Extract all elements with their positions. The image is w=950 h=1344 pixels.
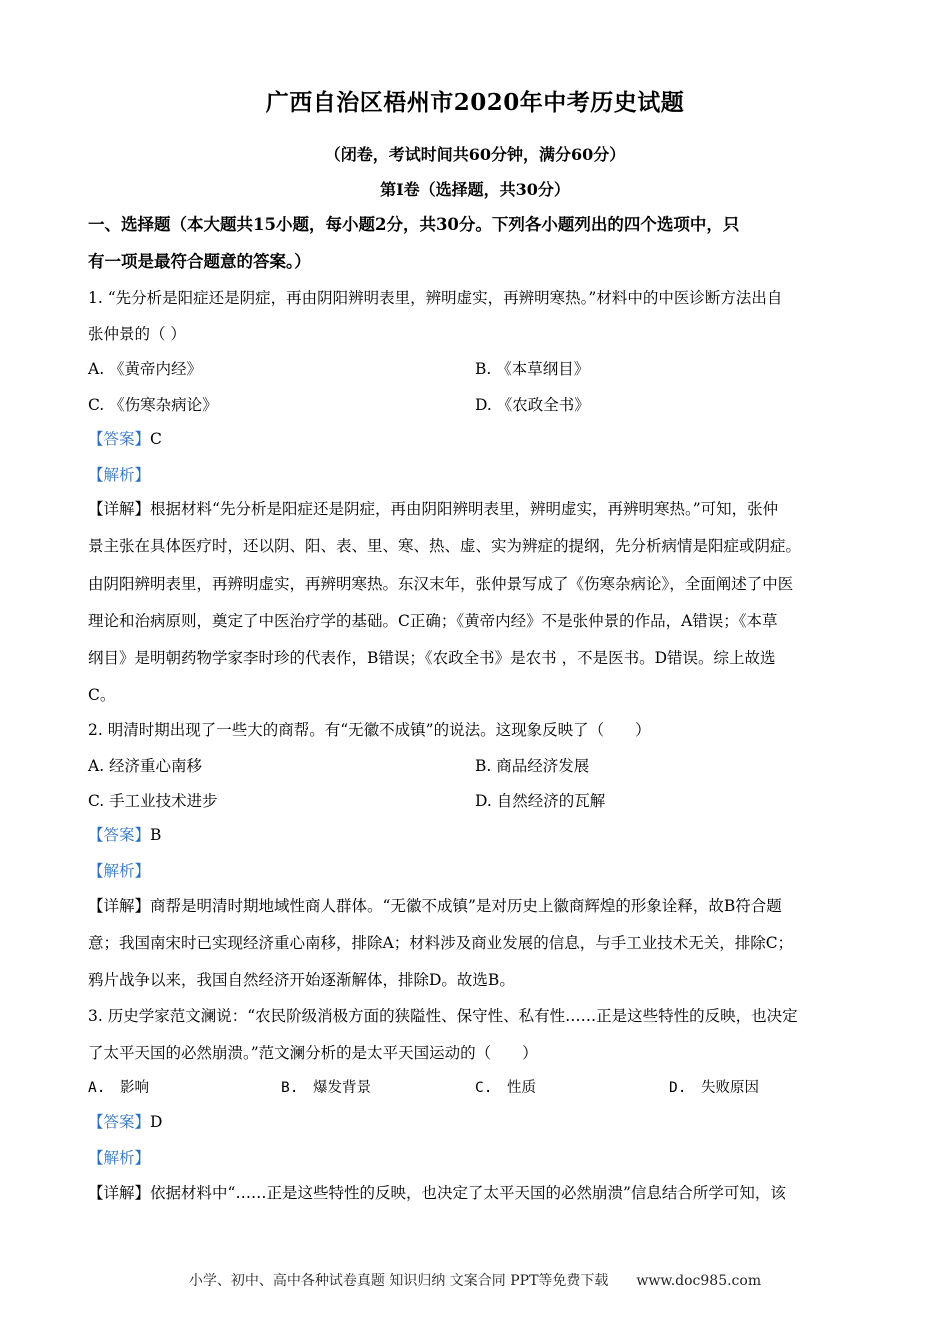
q2-option-b: B. 商品经济发展: [475, 757, 590, 775]
page-footer: 小学、初中、高中各种试卷真题 知识归纳 文案合同 PPT等免费下载 www.doc985.com: [188, 1273, 762, 1289]
q2-detail-line1: [88, 894, 863, 916]
q3-answer: [88, 1110, 863, 1132]
q3-detail-line1: [88, 1181, 863, 1203]
q1-detail-line1: [88, 497, 863, 519]
detail-label: 【详解】: [88, 500, 151, 518]
q2-detail-text1: 商帮是明清时期地域性商人群体。“无徽不成镇”是对历史上徽商辉煌的形象诠释，故B符合题: [150, 897, 782, 915]
q1-answer: [88, 427, 863, 449]
q2-option-a: A. 经济重心南移: [88, 757, 203, 775]
exam-info: （闭卷，考试时间共60分钟，满分60分）: [324, 145, 626, 164]
q2-analysis-label: 【解析】: [88, 862, 151, 880]
q2-answer: [88, 823, 863, 845]
q3-option-a: A. 影响: [88, 1080, 149, 1096]
q3-answer-value: D: [150, 1113, 163, 1131]
page-title: 广西自治区梧州市2020年中考历史试题: [265, 89, 685, 116]
answer-label: 【答案】: [88, 826, 151, 844]
q1-answer-value: C: [150, 430, 162, 448]
q3-analysis-label: 【解析】: [88, 1149, 151, 1167]
q1-detail-text1: 根据材料“先分析是阳症还是阴症，再由阴阳辨明表里，辨明虚实，再辨明寒热。”可知，张仲: [150, 500, 779, 518]
q1-option-c: C. 《伤寒杂病论》: [88, 396, 218, 414]
q1-stem-line2: 张仲景的（ ）: [88, 325, 186, 343]
answer-label: 【答案】: [88, 430, 151, 448]
q3-option-b: B. 爆发背景: [281, 1080, 371, 1096]
q2-detail-line3: 鸦片战争以来，我国自然经济开始逐渐解体，排除D。故选B。: [88, 971, 515, 989]
detail-label: 【详解】: [88, 897, 151, 915]
q1-detail-line5: 纲目》是明朝药物学家李时珍的代表作，B错误；《农政全书》是农书 ，不是医书。D错误。综上故选: [88, 649, 776, 667]
section-heading-line2: 有一项是最符合题意的答案。）: [88, 252, 311, 271]
q2-option-c: C. 手工业技术进步: [88, 792, 218, 810]
q1-detail-line4: 理论和治病原则，奠定了中医治疗学的基础。C正确；《黄帝内经》不是张仲景的作品，A错误；《本草: [88, 612, 778, 630]
detail-label: 【详解】: [88, 1184, 151, 1202]
q3-option-d: D. 失败原因: [669, 1080, 759, 1096]
q2-stem-line1: 2. 明清时期出现了一些大的商帮。有“无徽不成镇”的说法。这现象反映了（ ）: [88, 721, 651, 739]
q2-detail-line2: 意；我国南宋时已实现经济重心南移，排除A；材料涉及商业发展的信息，与手工业技术无关，排除C；: [88, 934, 794, 952]
q2-answer-value: B: [150, 826, 162, 844]
q1-option-a: A. 《黄帝内经》: [88, 360, 203, 378]
q1-option-b: B. 《本草纲目》: [475, 360, 590, 378]
section-heading-line1: 一、选择题（本大题共15小题，每小题2分，共30分。下列各小题列出的四个选项中，只: [88, 215, 740, 234]
q1-detail-line6: C。: [88, 686, 116, 704]
q3-stem-line1: 3. 历史学家范文澜说：“农民阶级消极方面的狭隘性、保守性、私有性……正是这些特性的反映，也决定: [88, 1007, 798, 1025]
answer-label: 【答案】: [88, 1113, 151, 1131]
q3-stem-line2: 了太平天国的必然崩溃。”范文澜分析的是太平天国运动的（ ）: [88, 1044, 538, 1062]
q1-stem-line1: 1. “先分析是阳症还是阴症，再由阴阳辨明表里，辨明虚实，再辨明寒热。”材料中的中医诊断方法出自: [88, 289, 783, 307]
q3-detail-text1: 依据材料中“……正是这些特性的反映，也决定了太平天国的必然崩溃”信息结合所学可知，该: [150, 1184, 786, 1202]
part-heading: 第Ⅰ卷（选择题，共30分）: [380, 180, 570, 199]
q1-detail-line3: 由阴阳辨明表里，再辨明虚实，再辨明寒热。东汉末年，张仲景写成了《伤寒杂病论》，全面阐述了中医: [88, 575, 794, 593]
q1-analysis-label: 【解析】: [88, 466, 151, 484]
q2-option-d: D. 自然经济的瓦解: [475, 792, 606, 810]
q3-option-c: C. 性质: [475, 1080, 536, 1096]
q1-detail-line2: 景主张在具体医疗时，还以阴、阳、表、里、寒、热、虚、实为辨症的提纲，先分析病情是阳症或阴症。: [88, 537, 802, 555]
q1-option-d: D. 《农政全书》: [475, 396, 590, 414]
